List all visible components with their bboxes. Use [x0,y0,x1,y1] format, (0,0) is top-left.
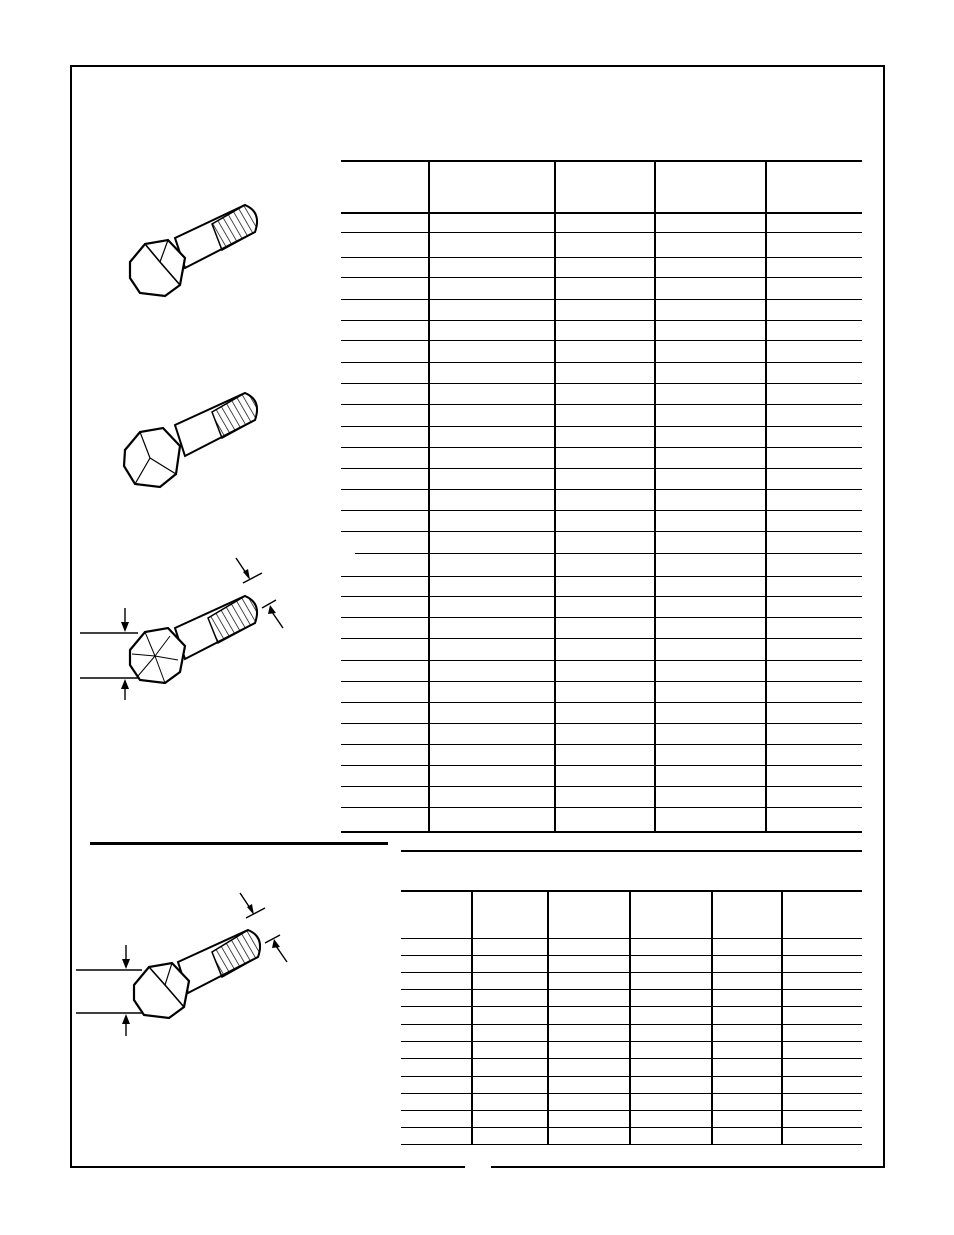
upper-table-rule [341,617,862,618]
upper-table-rule [341,383,862,384]
upper-table-rule [341,576,862,577]
upper-table-rule [341,744,862,745]
upper-table-rule [355,553,862,554]
upper-table-column-divider [428,160,430,831]
lower-table-rule [401,1144,862,1145]
upper-table-rule [341,320,862,321]
upper-bolt-table [341,160,862,833]
upper-table-rule [341,489,862,490]
upper-table-rule [341,232,862,233]
upper-table-rule [341,160,862,162]
hex-bolt-plain-head-icon [130,205,257,296]
upper-table-rule [341,681,862,682]
hex-bolt-three-line-head-icon [124,393,257,487]
upper-table-rule [341,831,862,833]
upper-table-rule [341,404,862,405]
upper-table-rule [341,596,862,597]
upper-table-rule [341,299,862,300]
upper-table-rule [341,807,862,808]
upper-table-rule [341,257,862,258]
upper-table-rule [341,786,862,787]
upper-table-rule [341,510,862,511]
upper-table-rule [341,340,862,341]
upper-table-column-divider [554,160,556,831]
lower-table-column-divider [547,890,549,1144]
upper-table-rule [341,638,862,639]
lower-table-column-divider [471,890,473,1144]
lower-table-rule [401,850,862,852]
upper-table-rule [341,468,862,469]
upper-table-rule [341,765,862,766]
upper-table-column-divider [765,160,767,831]
upper-table-rule [341,660,862,661]
upper-table-column-divider [654,160,656,831]
upper-table-rule [341,531,862,532]
upper-table-rule [341,426,862,427]
lower-table-column-divider [711,890,713,1144]
upper-table-rule [341,362,862,363]
lower-table-column-divider [629,890,631,1144]
lower-bolt-table [401,850,862,1145]
hex-bolt-metric-head-icon [76,893,287,1036]
upper-table-rule [341,702,862,703]
upper-table-rule [341,447,862,448]
hex-bolt-six-line-head-icon [80,558,283,700]
upper-table-rule [341,277,862,278]
lower-table-column-divider [781,890,783,1144]
upper-table-rule [341,723,862,724]
upper-table-rule [341,212,862,214]
